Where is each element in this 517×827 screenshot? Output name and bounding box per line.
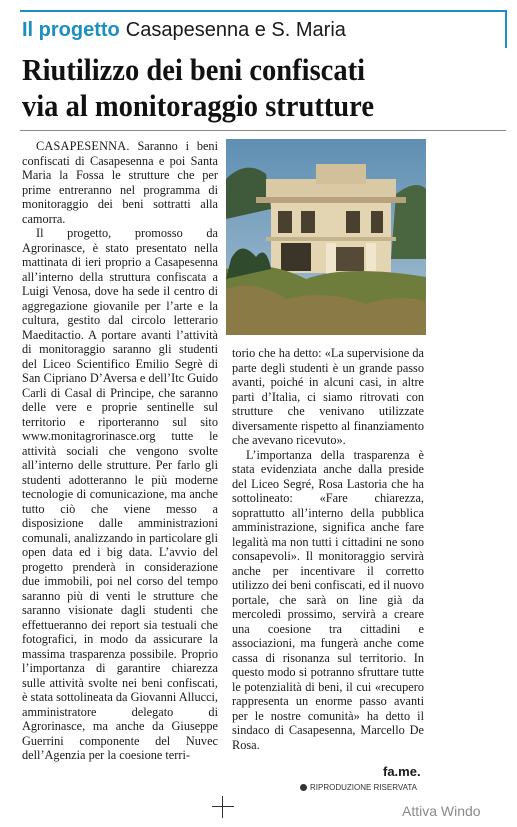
- headline: [22, 52, 464, 124]
- kicker: [22, 18, 346, 42]
- article-paragraph: L’importanza della trasparenza è stata evidenziata anche dalla preside del Liceo Segré, Rosa Lastoria che ha sottolineato: «Fare chiarezza, soprattutto all’interno della pubblica amministrazione, significa anche fare legalità ma non tutti i cittadini ne sono consapevoli». Il monitoraggio servirà anche per incentivare il corretto utilizzo dei beni confiscati, ed il nuovo portale, che sarà on line già da mercoledì prossimo, servirà a creare una coesione tra cittadini e associazioni, ma fungerà anche come cassa di risonanza sul territorio. In questo modo si potranno sfruttare tutte le potenzialità di beni, il cui «recupero rappresenta un enorme passo avanti per le nostre comunità» ha detto il sindaco di Casapesenna, Marcello De Rosa.: [232, 447, 424, 752]
- section-rule: [20, 10, 506, 12]
- headline-line-1: Riutilizzo dei beni confiscati: [22, 52, 366, 87]
- article-photo: [226, 139, 426, 335]
- section-rule-corner: [505, 10, 507, 48]
- article-column-2: [232, 346, 424, 752]
- article-column-1: [22, 139, 218, 763]
- headline-divider: [20, 130, 506, 131]
- confiscated-villa-image: [226, 139, 426, 335]
- copyright-icon: [300, 784, 307, 791]
- kicker-label: Il progetto: [22, 19, 120, 41]
- copyright-notice: RIPRODUZIONE RISERVATA: [300, 783, 417, 792]
- headline-line-2: via al monitoraggio strutture: [22, 88, 374, 123]
- kicker-place: Casapesenna e S. Maria: [125, 19, 346, 41]
- windows-activation-watermark: Attiva Windo: [402, 803, 481, 819]
- article-paragraph: Il progetto, promosso da Agrorinasce, è stato presentato nella mattinata di ieri proprio a Casapesenna all’interno della struttura confiscata a Luigi Venosa, dove ha sede il centro di aggregazione giovanile per l’arte e la cultura, gestito dal circolo letterario Maeditactio. A portare avanti l’attività di monitoraggio saranno gli studenti del Liceo Scientifico Emilio Segrè di San Cipriano D’Aversa e dell’Itc Guido Carli di Casal di Principe, che saranno delle vere e proprie sentinelle sul territorio e riporteranno sul sito www.monitagrorinasce.org tutte le attività sociali che vengono svolte all’interno delle strutture. Per farlo gli studenti adotteranno le più moderne tecnologie di comunicazione, ma anche tutto ciò che viene messo a disposizione dalle amministrazioni comunali, analizzando in particolare gli open data ed i big data. L’avvio del progetto prenderà in considerazione due immobili, poi nel corso del tempo saranno più di venti le strutture che saranno visionate dagli studenti che effettueranno dei report sia testuali che fotografici, in modo da assicurare la massima trasparenza possibile. Proprio l’importanza di garantire chiarezza sulle attività svolte nei beni confiscati, è stata sottolineata da Giovanni Allucci, amministratore delegato di Agrorinasce, ma anche da Giuseppe Guerrini componente del Nuvec dell’Agenzia per la coesione terri-: [22, 226, 219, 762]
- crosshair-cursor-icon: [212, 796, 234, 818]
- article-paragraph: CASAPESENNA. Saranno i beni confiscati di Casapesenna e poi Santa Maria la Fossa le strutture che per prime entreranno nel programma di monitoraggio dei beni sottratti alla camorra.: [22, 139, 218, 226]
- author-signature: fa.me.: [383, 764, 421, 779]
- dateline: CASAPESENNA.: [36, 139, 130, 153]
- article-paragraph: torio che ha detto: «La supervisione da parte degli studenti è un grande passo avanti, poiché in alcuni casi, in altre parti d’Italia, ci siamo ritrovati con strutture che venivano utilizzate diversamente rispetto al finanziamento che avevano ricevuto».: [232, 346, 424, 447]
